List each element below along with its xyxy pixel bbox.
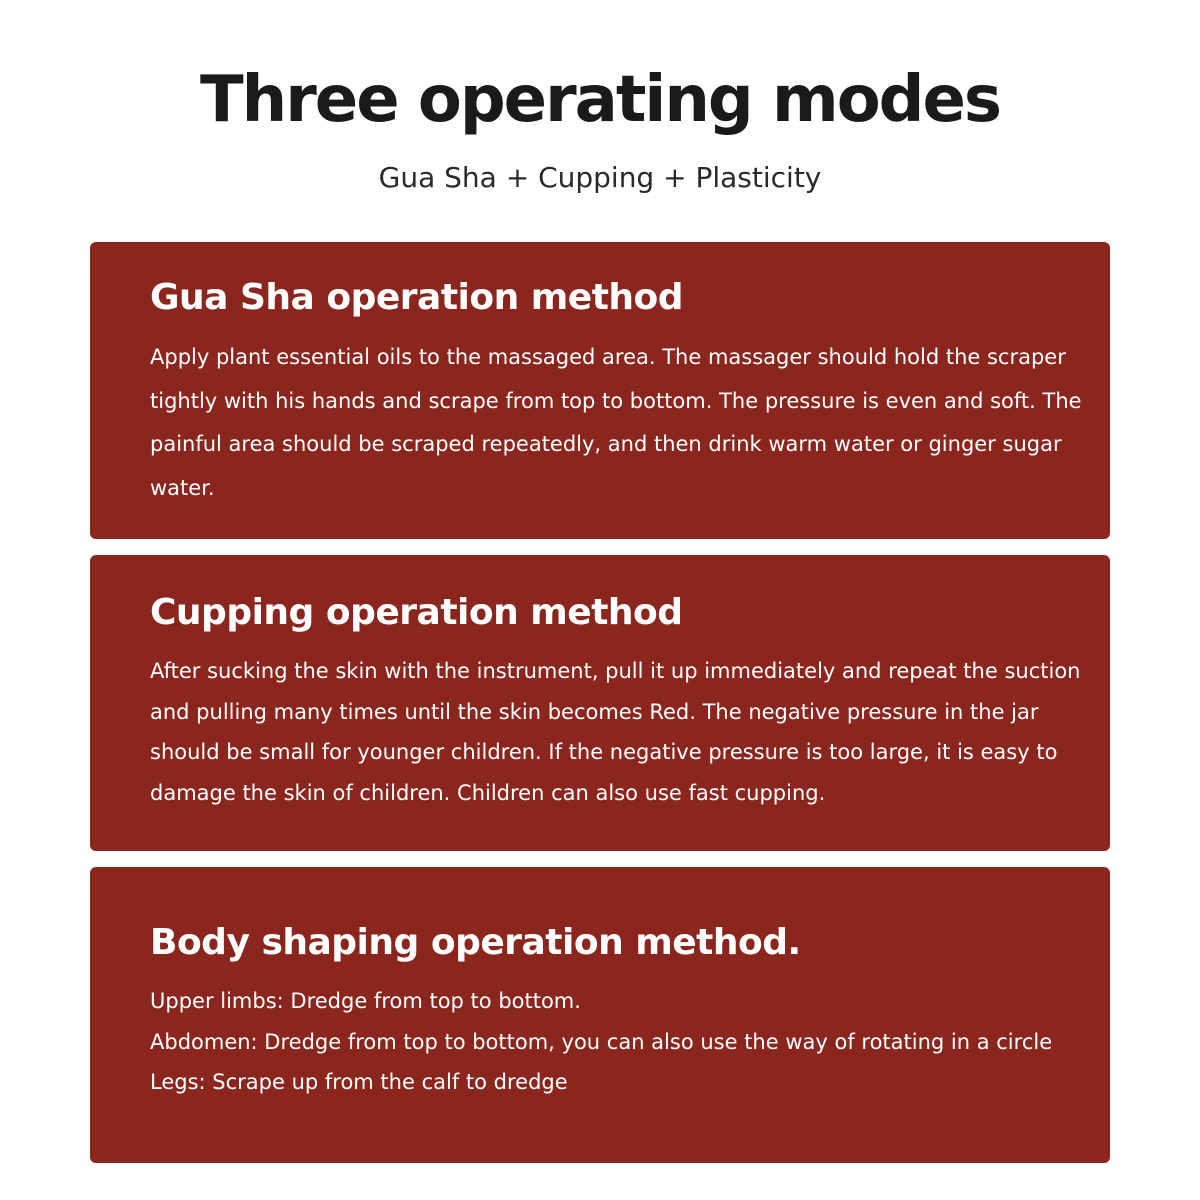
page-subtitle: Gua Sha + Cupping + Plasticity	[378, 161, 822, 194]
cupping-card	[90, 555, 1110, 851]
legs-instruction: Legs: Scrape up from the calf to dredge	[150, 1070, 568, 1094]
cupping-description: After sucking the skin with the instrument, pull it up immediately and repeat the suction and pulling many times until the skin becomes Red. The negative pressure in the jar should be small for younger children. If the negative pressure is too large, it is easy to damage the skin of children. Children can also use fast cupping.	[150, 659, 1081, 805]
gua-sha-description: Apply plant essential oils to the massaged area. The massager should hold the scraper tightly with his hands and scrape from top to bottom. The pressure is even and soft. The painful area should be scraped repeatedly, and then drink warm water or ginger sugar water.	[150, 345, 1082, 500]
gua-sha-heading: Gua Sha operation method	[150, 277, 684, 318]
body-shaping-instructions	[150, 967, 1090, 1103]
page-title: Three operating modes	[200, 63, 1000, 137]
cupping-heading: Cupping operation method	[150, 592, 683, 633]
body-shaping-heading: Body shaping operation method.	[150, 922, 801, 963]
upper-limbs-instruction: Upper limbs: Dredge from top to bottom.	[150, 989, 581, 1013]
abdomen-instruction: Abdomen: Dredge from top to bottom, you can also use the way of rotating in a circle	[150, 1029, 1053, 1054]
body-shaping-card	[90, 867, 1110, 1163]
gua-sha-card	[90, 242, 1110, 539]
